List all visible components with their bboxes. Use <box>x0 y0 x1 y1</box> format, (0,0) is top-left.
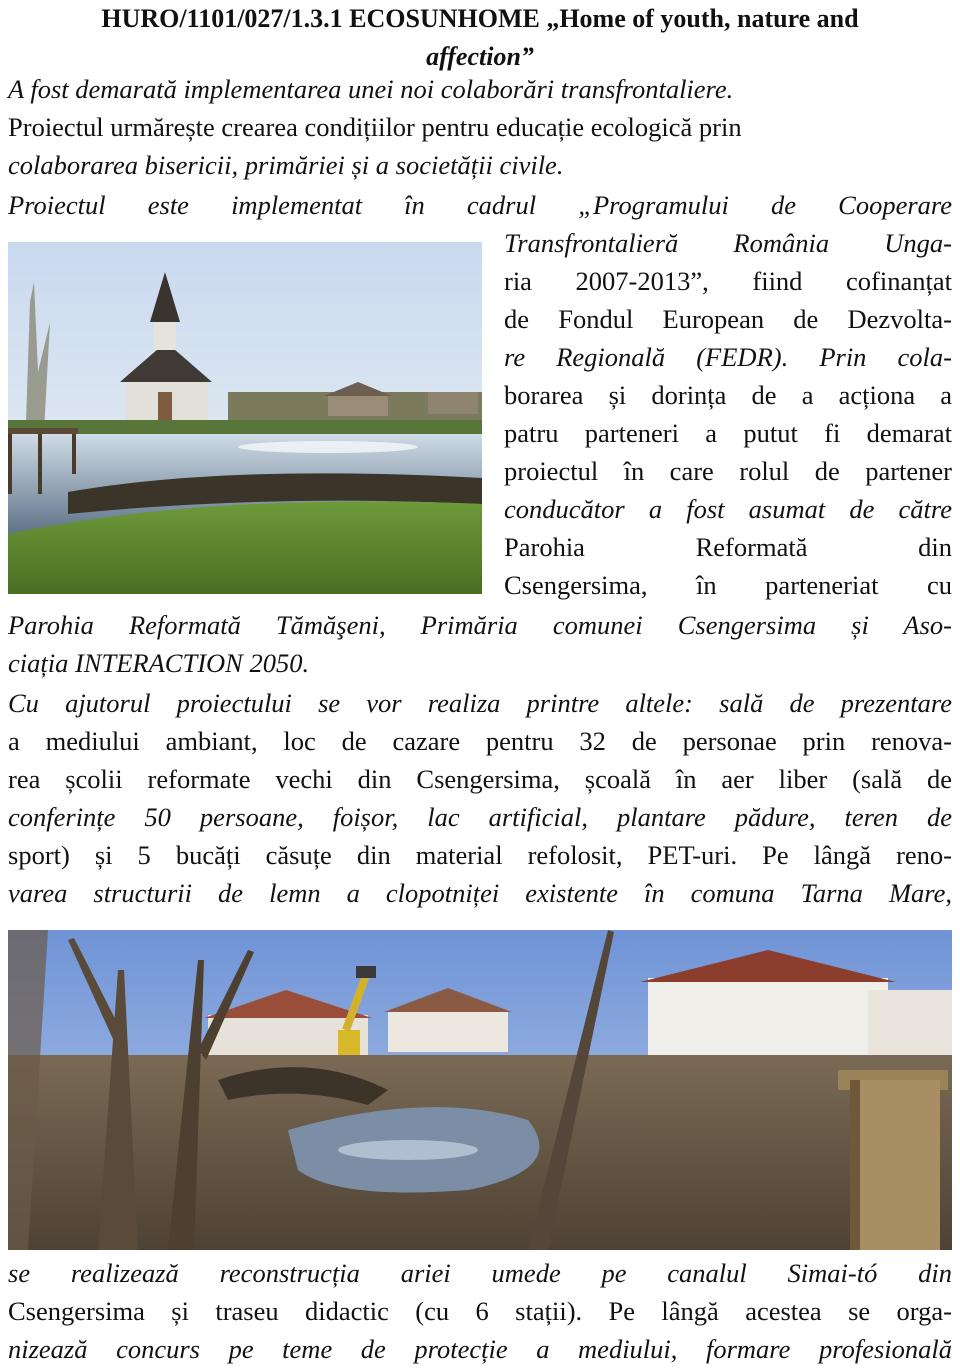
para3-line-1: se realizează reconstrucția ariei umede pe canalul Simai-tó din <box>8 1258 952 1288</box>
para2-line-2: a mediului ambiant, loc de cazare pentru 32 de personae prin renova- <box>8 726 952 756</box>
para1-side-line-8: conducător a fost asumat de către <box>504 494 952 524</box>
title-line-1: HURO/1101/027/1.3.1 ECOSUNHOME „Home of youth, nature and <box>101 4 859 33</box>
intro-line-3: colaborarea bisericii, primăriei și a societății civile. <box>8 150 564 180</box>
para1-side-line-10: Csengersima, în parteneriat cu <box>504 570 952 600</box>
wetland-excavation-image <box>8 930 952 1250</box>
para1-side-line-4: re Regională (FEDR). Prin cola- <box>504 342 952 372</box>
para1-tail-line-1: Parohia Reformată Tămăşeni, Primăria comunei Csengersima și Aso- <box>8 610 952 640</box>
intro-line-1: A fost demarată implementarea unei noi colaborări transfrontaliere. <box>8 74 734 104</box>
intro-line-2: Proiectul urmărește crearea condițiilor pentru educație ecologică prin <box>8 112 742 142</box>
para2-line-1: Cu ajutorul proiectului se vor realiza printre altele: sală de prezentare <box>8 688 952 718</box>
para3-line-3: nizează concurs pe teme de protecție a mediului, formare profesională <box>8 1334 952 1364</box>
para1-side-line-7: proiectul în care rolul de partener <box>504 456 952 486</box>
church-by-pond-image <box>8 242 482 594</box>
para2-line-3: rea școlii reformate vechi din Csengersima, școală în aer liber (sală de <box>8 764 952 794</box>
church-photo <box>8 242 482 594</box>
para1-side-line-1: Transfrontalieră România Unga- <box>504 228 952 258</box>
para1-line-1: Proiectul este implementat în cadrul „Programului de Cooperare <box>8 190 952 220</box>
para1-side-line-9: Parohia Reformată din <box>504 532 952 562</box>
para1-side-line-6: patru parteneri a putut fi demarat <box>504 418 952 448</box>
para1-side-line-5: borarea și dorința de a acționa a <box>504 380 952 410</box>
page-title <box>0 0 960 76</box>
para2-line-5: sport) și 5 bucăți căsuțe din material refolosit, PET-uri. Pe lângă reno- <box>8 840 952 870</box>
para2-line-4: conferințe 50 persoane, foișor, lac artificial, plantare pădure, teren de <box>8 802 952 832</box>
para1-tail-line-2: ciația INTERACTION 2050. <box>8 648 310 678</box>
para1-side-line-3: de Fondul European de Dezvolta- <box>504 304 952 334</box>
para3-line-2: Csengersima și traseu didactic (cu 6 stații). Pe lângă acestea se orga- <box>8 1296 952 1326</box>
para2-line-6: varea structurii de lemn a clopotniței existente în comuna Tarna Mare, <box>8 878 952 908</box>
excavation-photo <box>8 930 952 1250</box>
title-line-2: affection” <box>426 42 534 71</box>
para1-side-line-2: ria 2007-2013”, fiind cofinanțat <box>504 266 952 296</box>
